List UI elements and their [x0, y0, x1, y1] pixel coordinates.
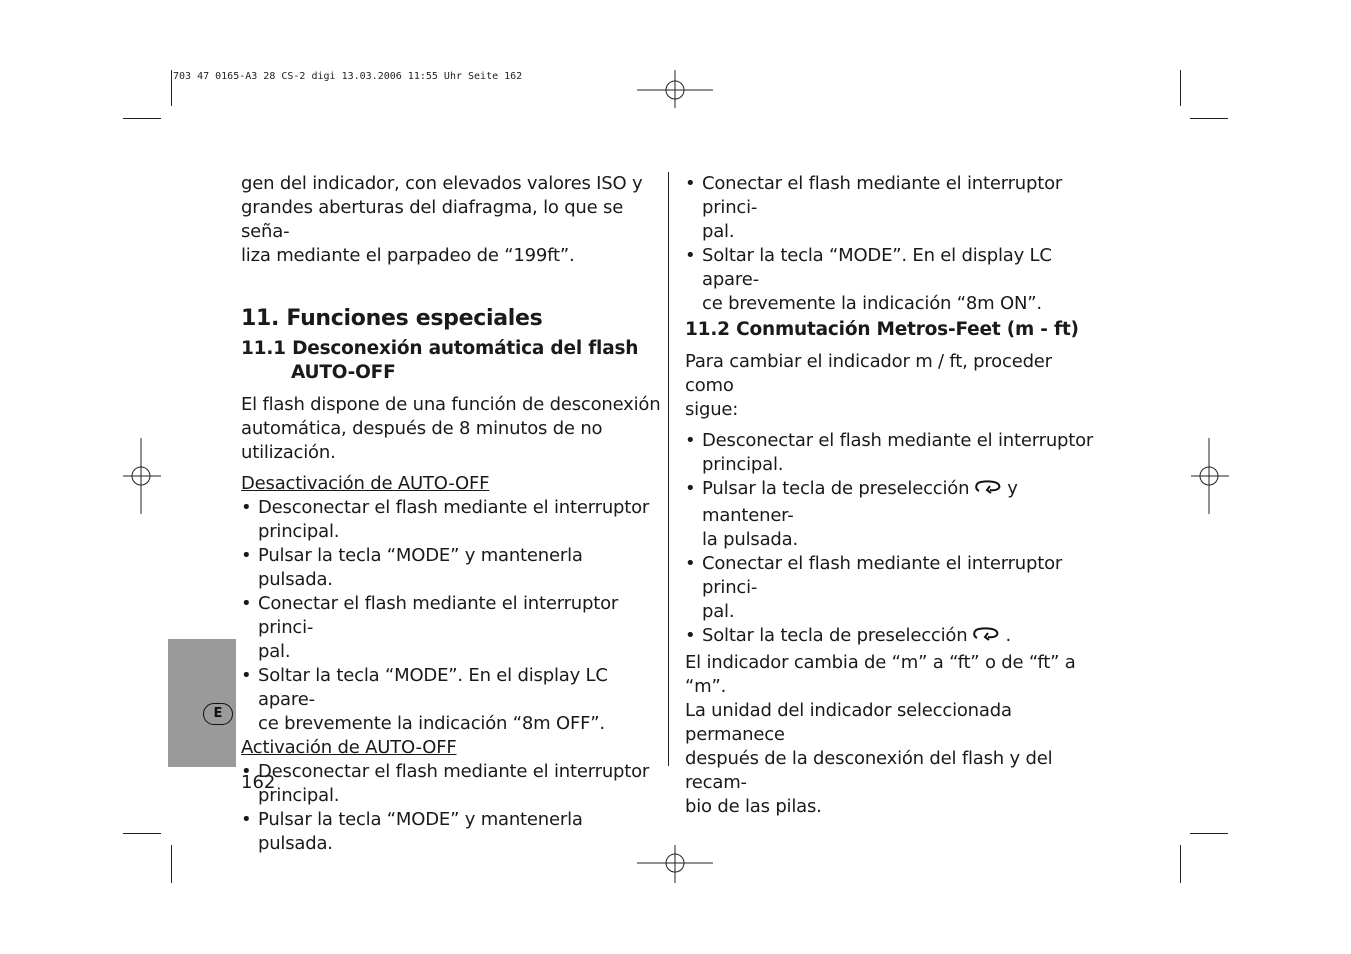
- text-line: Conectar el flash mediante el interruptor princi-: [702, 173, 1063, 218]
- text-line: sigue:: [685, 399, 739, 420]
- intro-paragraph: [685, 350, 1105, 422]
- crop-mark: [123, 833, 161, 834]
- text-line: Desconectar el flash mediante el interruptor: [258, 497, 650, 518]
- registration-mark-icon: [637, 52, 713, 128]
- list-item: [685, 552, 1105, 624]
- crop-mark: [1180, 845, 1181, 883]
- page-number: 162: [241, 772, 276, 793]
- text-line: ce brevemente la indicación “8m OFF”.: [258, 713, 605, 734]
- text-line: Soltar la tecla de preselección: [702, 625, 968, 646]
- text-line: principal.: [702, 454, 784, 475]
- left-column: [241, 172, 661, 856]
- text-line: después de la desconexión del flash y del recam-: [685, 748, 1053, 793]
- text-line: pal.: [702, 601, 735, 622]
- text-line: Para cambiar el indicador m / ft, proceder como: [685, 351, 1052, 396]
- text-line: Desconectar el flash mediante el interruptor: [258, 761, 650, 782]
- text-line: .: [1005, 625, 1011, 646]
- heading-line: 11.1 Desconexión automática del flash: [241, 338, 639, 359]
- crop-mark: [1180, 70, 1181, 106]
- cycle-arrow-icon: [973, 479, 1003, 504]
- print-metadata: 703 47 0165-A3 28 CS-2 digi 13.03.2006 11:55 Uhr Seite 162: [173, 71, 523, 82]
- text-line: El indicador cambia de “m” a “ft” o de “ft” a “m”.: [685, 652, 1076, 697]
- text-line: liza mediante el parpadeo de “199ft”.: [241, 245, 575, 266]
- text-line: bio de las pilas.: [685, 796, 822, 817]
- heading-line: AUTO-OFF: [291, 362, 396, 383]
- cycle-arrow-icon: [971, 626, 1001, 651]
- activation-title: Activación de AUTO-OFF: [241, 737, 457, 758]
- intro-paragraph: [241, 172, 661, 268]
- crop-mark: [1190, 833, 1228, 834]
- list-item: [685, 477, 1105, 552]
- crop-mark: [1190, 118, 1228, 119]
- text-line: ce brevemente la indicación “8m ON”.: [702, 293, 1042, 314]
- column-divider: [668, 172, 669, 766]
- text-line: pal.: [702, 221, 735, 242]
- list-item: [241, 808, 661, 856]
- list-item: [685, 624, 1105, 651]
- list-item: [685, 172, 1105, 244]
- list-item: [685, 429, 1105, 477]
- crop-mark: [171, 70, 172, 106]
- text-line: y mantener-: [702, 478, 1018, 526]
- text-line: principal.: [258, 521, 340, 542]
- deactivation-title: Desactivación de AUTO-OFF: [241, 473, 490, 494]
- text-line: Conectar el flash mediante el interruptor princi-: [258, 593, 619, 638]
- text-line: Pulsar la tecla de preselección: [702, 478, 970, 499]
- crop-mark: [171, 845, 172, 883]
- text-line: gen del indicador, con elevados valores ISO y: [241, 173, 643, 194]
- list-item: [241, 544, 661, 592]
- text-line: la pulsada.: [702, 529, 798, 550]
- text-line: Soltar la tecla “MODE”. En el display LC apare-: [702, 245, 1052, 290]
- list-item: [241, 592, 661, 664]
- text-line: Pulsar la tecla “MODE” y mantenerla pulsada.: [258, 545, 583, 590]
- language-badge: E: [203, 703, 233, 725]
- section-heading: 11. Funciones especiales: [241, 306, 543, 331]
- text-line: Desconectar el flash mediante el interruptor: [702, 430, 1094, 451]
- subsection-heading: [241, 337, 661, 385]
- list-item: [241, 664, 661, 736]
- text-line: Soltar la tecla “MODE”. En el display LC apare-: [258, 665, 608, 710]
- text-line: El flash dispone de una función de desconexión: [241, 394, 661, 415]
- registration-mark-icon: [1171, 438, 1247, 514]
- closing-paragraph: [685, 651, 1105, 819]
- list-item: [241, 496, 661, 544]
- registration-mark-icon: [103, 438, 179, 514]
- right-column: [685, 172, 1105, 826]
- text-line: Conectar el flash mediante el interruptor princi-: [702, 553, 1063, 598]
- text-line: La unidad del indicador seleccionada permanece: [685, 700, 1012, 745]
- text-line: pal.: [258, 641, 291, 662]
- subsection-heading: 11.2 Conmutación Metros-Feet (m - ft): [685, 319, 1079, 340]
- text-line: automática, después de 8 minutos de no utilización.: [241, 418, 603, 463]
- description-paragraph: [241, 393, 661, 465]
- text-line: Pulsar la tecla “MODE” y mantenerla pulsada.: [258, 809, 583, 854]
- list-item: [241, 760, 661, 808]
- text-line: grandes aberturas del diafragma, lo que se seña-: [241, 197, 624, 242]
- text-line: principal.: [258, 785, 340, 806]
- list-item: [685, 244, 1105, 316]
- crop-mark: [123, 118, 161, 119]
